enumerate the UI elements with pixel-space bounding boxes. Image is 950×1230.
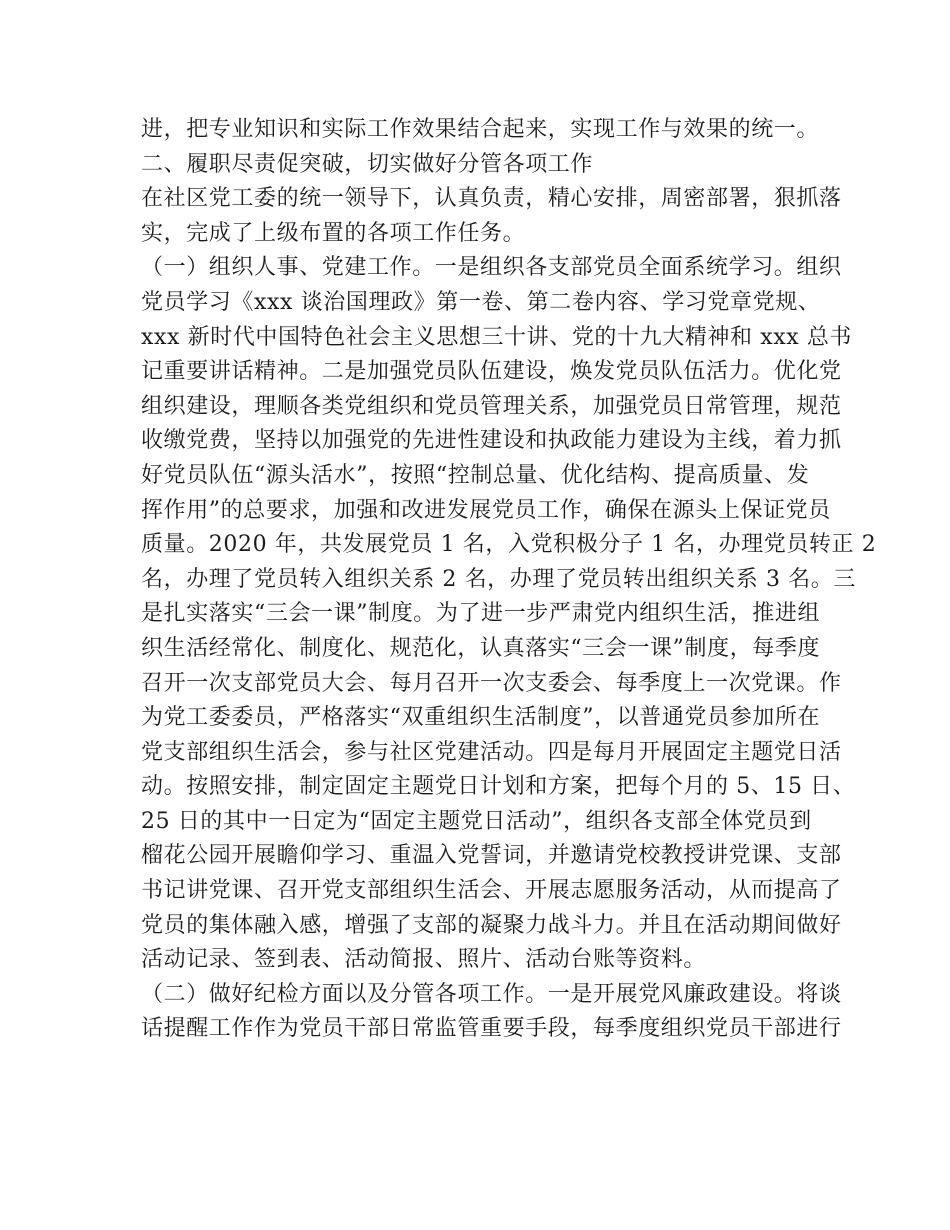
subsection-start: （一）组织人事、党建工作。一是组织各支部党员全面系统学习。组织: [141, 255, 842, 281]
text-line: 动。按照安排，制定固定主题党日计划和方案，把每个月的 5、15 日、: [141, 774, 856, 800]
text-line: 党员学习《xxx 谈治国理政》第一卷、第二卷内容、学习党章党规、: [141, 289, 821, 315]
text-line: 为党工委委员，严格落实“双重组织生活制度”，以普通党员参加所在: [141, 705, 821, 731]
text-line: 挥作用”的总要求，加强和改进发展党员工作，确保在源头上保证党员: [141, 497, 831, 523]
subsection-start: （二）做好纪检方面以及分管各项工作。一是开展党风廉政建设。将谈: [141, 981, 842, 1007]
text-line: 25 日的其中一日定为“固定主题党日活动”，组织各支部全体党员到: [141, 808, 812, 834]
text-line: 织生活经常化、制度化、规范化，认真落实“三会一课”制度，每季度: [141, 635, 821, 661]
body-text: [141, 113, 877, 1047]
text-line: 组织建设，理顺各类党组织和党员管理关系，加强党员日常管理，规范: [141, 393, 842, 419]
text-line: 记重要讲话精神。二是加强党员队伍建设，焕发党员队伍活力。优化党: [141, 359, 842, 385]
text-line: xxx 新时代中国特色社会主义思想三十讲、党的十九大精神和 xxx 总书: [141, 324, 853, 350]
text-line: 党员的集体融入感，增强了支部的凝聚力战斗力。并且在活动期间做好: [141, 912, 842, 938]
text-line: 质量。2020 年，共发展党员 1 名，入党积极分子 1 名，办理党员转正 2: [141, 532, 877, 558]
text-line: 是扎实落实“三会一课”制度。为了进一步严肃党内组织生活，推进组: [141, 601, 821, 627]
text-line: 进，把专业知识和实际工作效果结合起来，实现工作与效果的统一。: [141, 117, 820, 142]
text-line: 在社区党工委的统一领导下，认真负责，精心安排，周密部署，狠抓落: [141, 186, 842, 212]
text-line: 实，完成了上级布置的各项工作任务。: [141, 220, 526, 246]
text-line: 榴花公园开展瞻仰学习、重温入党誓词，并邀请党校教授讲党课、支部: [141, 843, 842, 869]
text-line: 名，办理了党员转入组织关系 2 名，办理了党员转出组织关系 3 名。三: [141, 566, 856, 592]
text-line: 党支部组织生活会，参与社区党建活动。四是每月开展固定主题党日活: [141, 739, 842, 765]
text-line: 活动记录、签到表、活动简报、照片、活动台账等资料。: [141, 947, 707, 973]
text-line: 好党员队伍“源头活水”，按照“控制总量、优化结构、提高质量、发: [141, 462, 810, 488]
text-line: 召开一次支部党员大会、每月召开一次支委会、每季度上一次党课。作: [141, 670, 842, 696]
text-line: 话提醒工作作为党员干部日常监管重要手段，每季度组织党员干部进行: [141, 1016, 842, 1042]
text-line: 书记讲党课、召开党支部组织生活会、开展志愿服务活动，从而提高了: [141, 878, 842, 904]
section-heading: 二、履职尽责促突破，切实做好分管各项工作: [141, 151, 594, 177]
text-line: 收缴党费，坚持以加强党的先进性建设和执政能力建设为主线，着力抓: [141, 428, 842, 454]
